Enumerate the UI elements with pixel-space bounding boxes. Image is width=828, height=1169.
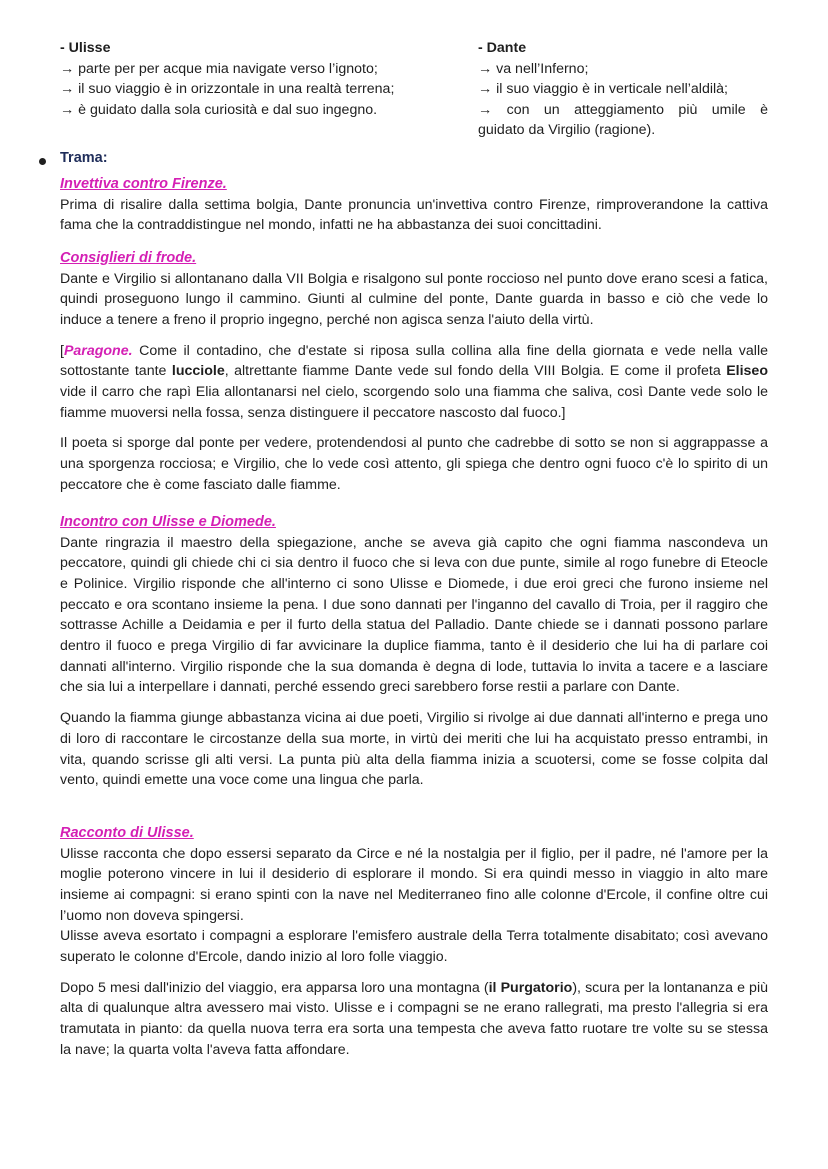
ulisse-heading: - Ulisse: [60, 40, 111, 56]
paragraph: Quando la fiamma giunge abbastanza vicina ai due poeti, Virgilio si rivolge ai due dannati all'interno e prega uno di loro di raccontare le circostanze della sua morte, in virtù dei meriti che lui ha acquistato presso entrambi, in vita, quando scrisse gli alti versi. La punta più alta della fiamma inizia a scuotersi, come se fosse colpita dal vento, quindi emette una voce come una lingua che parla.: [60, 710, 768, 789]
section-consiglieri: [60, 248, 768, 496]
bracket: [: [60, 342, 64, 359]
dante-point-continuation: guidato da Virgilio (ragione).: [478, 122, 656, 138]
dante-point: → il suo viaggio è in verticale nell’aldilà;: [478, 81, 728, 97]
section-title: Consiglieri di frode.: [60, 250, 197, 266]
section-racconto: [60, 823, 768, 1061]
dante-heading: - Dante: [478, 40, 527, 56]
paragone-label: Paragone.: [63, 342, 133, 359]
dante-point: → va nell’Inferno;: [478, 60, 589, 77]
dante-column: [478, 38, 768, 141]
paragone-paragraph: [60, 341, 768, 424]
paragraph: Dante ringrazia il maestro della spiegazione, anche se aveva già capito che ogni fiamma nascondeva un peccatore, quindi gli chiede chi ci sia dentro il fuoco che si leva con due punte, simile al rogo funebre di Eteocle e Polinice. Virgilio risponde che all'interno ci sono Ulisse e Diomede, i due eroi greci che furono insieme nel peccato e ora scontano insieme la pena. I due sono dannati per l'inganno del cavallo di Troia, per il raggiro che sottrasse Achille a Deidamia e per il furto della statua del Palladio. Dante chiede se i dannati possono parlare dentro il fuoco e prega Virgilio di far avvicinare la duplice fiamma, tanto è il desiderio che lui ha di parlare coi dannati all'interno. Virgilio risponde che la sua domanda è degna di lode, tuttavia lo invita a tacere e a lasciare che sia lui a interpellare i dannati, perché essendo greci sarebbero forse restii a parlare con Dante.: [60, 534, 768, 696]
ulisse-point: → parte per per acque mia navigate verso l’ignoto;: [60, 60, 378, 77]
paragraph: Dante e Virgilio si allontanano dalla VII Bolgia e risalgono sul ponte roccioso nel punto dove erano scesi a fatica, quindi proseguono lungo il cammino. Giunti al culmine del ponte, Dante guarda in basso e ciò che vede lo induce a tenere a freno il proprio ingegno, perché non agisca senza l'aiuto della virtù.: [60, 270, 768, 328]
paragraph: Il poeta si sporge dal ponte per vedere, protendendosi al punto che cadrebbe di sotto se non si aggrappasse a una sporgenza rocciosa; e Virgilio, che lo vede così attento, gli spiega che dentro ogni fuoco c'è lo spirito di un peccatore che è come fasciato dalle fiamme.: [60, 435, 768, 493]
paragraph: Prima di risalire dalla settima bolgia, Dante pronuncia un'invettiva contro Firenze, rimproverandone la cattiva fama che la contraddistingue nel mondo, infatti ne ha abbastanza dei suoi concittadini.: [60, 196, 768, 234]
paragraph: Ulisse aveva esortato i compagni a esplorare l'emisfero australe della Terra totalmente disabitato; così avevano superato le colonne d'Ercole, dando inizio al loro folle viaggio.: [60, 928, 768, 966]
section-title: Racconto di Ulisse.: [60, 825, 194, 841]
bold-term: Eliseo: [726, 363, 768, 380]
text-span: ), scura per la lontananza e più alta di qualunque altra avessero mai visto. Ulisse e i compagni se ne erano rallegrati, ma presto l'allegria si era tramutata in pianto: da quella nuova terra era sorta una tempesta che aveva fatto ruotare tre volte su se stessa la nave; la quarta volta l'aveva fatta affondare.: [60, 979, 768, 1058]
text-span: Come il contadino, che d'estate si riposa sulla collina alla fine della giornata e vede nella valle sottostante tante: [60, 342, 768, 380]
ulisse-column: [60, 38, 430, 120]
section-title: Invettiva contro Firenze.: [60, 176, 227, 192]
text-span: vide il carro che rapì Elia allontanarsi nel cielo, scorgendo solo una fiamma che saliva, così Dante vede solo le fiamme muoversi nella fossa, senza distinguere il peccatore nascosto dal fuoco.]: [60, 384, 768, 421]
ulisse-point: → è guidato dalla sola curiosità e dal suo ingegno.: [60, 101, 378, 118]
paragraph: Ulisse racconta che dopo essersi separato da Circe e né la nostalgia per il figlio, per il padre, né l'amore per la moglie poterono vincere in lui il desiderio di esplorare il mondo. Si era quindi messo in viaggio in alto mare insieme ai compagni: si erano spinti con la nave nel Mediterraneo fino alle colonne d'Ercole, il confine oltre cui l’uomo non doveva spingersi.: [60, 845, 768, 924]
trama-heading: Trama:: [60, 150, 108, 166]
paragraph-purgatorio: [60, 978, 768, 1061]
section-title: Incontro con Ulisse e Diomede.: [60, 514, 276, 530]
section-invettiva: [60, 174, 768, 236]
bold-term: lucciole: [171, 363, 225, 380]
ulisse-point: → il suo viaggio è in orizzontale in una realtà terrena;: [60, 81, 395, 97]
text-span: , altrettante fiamme Dante vede sul fondo della VIII Bolgia. E come il profeta: [224, 363, 727, 380]
section-incontro: [60, 512, 768, 791]
dante-point: → con un atteggiamento più umile è: [478, 101, 768, 118]
bold-term: il Purgatorio: [488, 979, 573, 996]
bullet-icon: [39, 158, 46, 165]
text-span: Dopo 5 mesi dall'inizio del viaggio, era apparsa loro una montagna (: [60, 979, 489, 996]
